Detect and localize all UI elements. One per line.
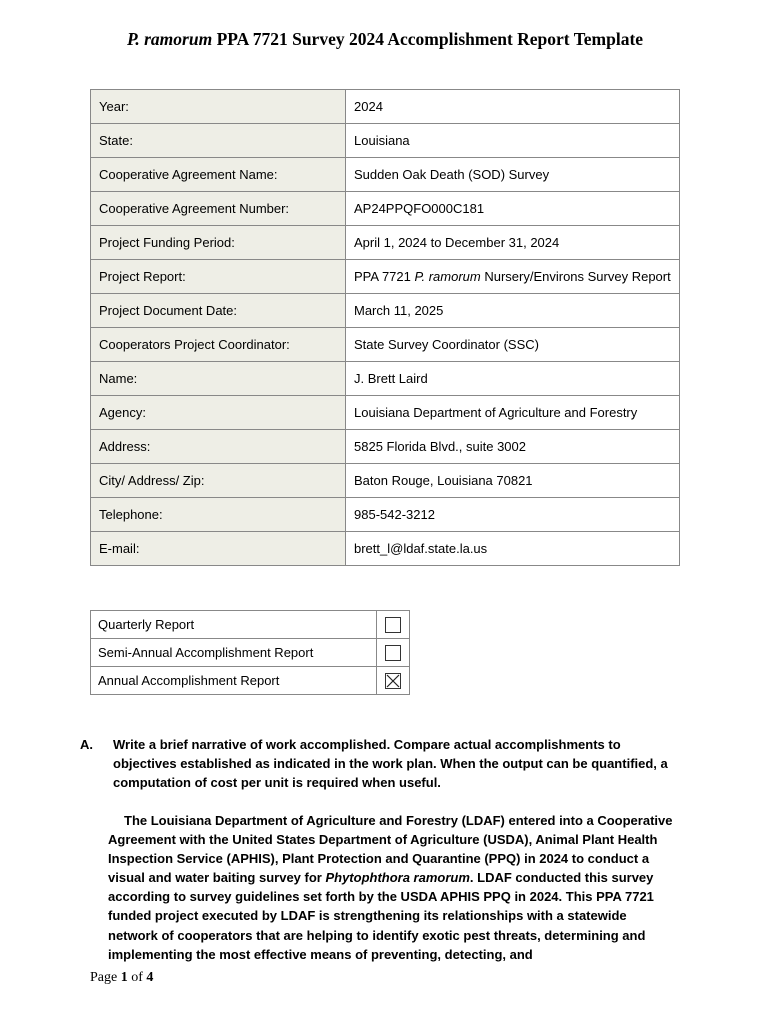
report-type-row (91, 611, 410, 639)
info-value: AP24PPQFO000C181 (346, 192, 680, 226)
info-value: Sudden Oak Death (SOD) Survey (346, 158, 680, 192)
info-label: E-mail: (91, 532, 346, 566)
question-letter: A. (80, 737, 93, 752)
info-value: 2024 (346, 90, 680, 124)
info-row (91, 498, 680, 532)
info-value-italic: P. ramorum (414, 268, 481, 284)
title-italic: P. ramorum (126, 29, 213, 49)
info-row (91, 532, 680, 566)
info-row (91, 158, 680, 192)
info-label: Name: (91, 362, 346, 396)
info-label: Project Report: (91, 260, 346, 294)
info-value: 985-542-3212 (346, 498, 680, 532)
checked-checkbox[interactable] (385, 673, 401, 689)
info-label: Project Funding Period: (91, 226, 346, 260)
info-label: Cooperators Project Coordinator: (91, 328, 346, 362)
info-value (346, 260, 680, 294)
info-value: brett_l@ldaf.state.la.us (346, 532, 680, 566)
narrative-italic: Phytophthora ramorum (325, 870, 470, 886)
info-row (91, 362, 680, 396)
report-type-label: Semi-Annual Accomplishment Report (91, 639, 377, 667)
narrative-part2: . LDAF conducted this survey according to survey guidelines set forth by the USDA APHIS PPQ in 2024. This PPA 7721 funded project executed by LDAF is strengthening its relationships with a statewide network of cooperators that are helping to identify exotic pest threats, determining and implementing the most effective means of preventing, detecting, and (108, 870, 654, 962)
report-type-checkbox-cell (377, 639, 410, 667)
info-row (91, 464, 680, 498)
info-label: Cooperative Agreement Number: (91, 192, 346, 226)
page-footer (90, 970, 153, 986)
info-value: Baton Rouge, Louisiana 70821 (346, 464, 680, 498)
report-type-row (91, 639, 410, 667)
question-a (80, 735, 680, 792)
info-label: Cooperative Agreement Name: (91, 158, 346, 192)
info-row (91, 328, 680, 362)
info-label: Year: (91, 90, 346, 124)
info-value: Louisiana (346, 124, 680, 158)
report-type-table (90, 610, 410, 695)
info-value: Louisiana Department of Agriculture and Forestry (346, 396, 680, 430)
question-text: Write a brief narrative of work accomplished. Compare actual accomplishments to objectives established as indicated in the work plan. When the output can be quantified, a computation of cost per unit is required when useful. (113, 737, 668, 790)
info-value: March 11, 2025 (346, 294, 680, 328)
report-type-label: Annual Accomplishment Report (91, 667, 377, 695)
info-row (91, 90, 680, 124)
empty-checkbox[interactable] (385, 645, 401, 661)
footer-page-total: 4 (146, 970, 154, 985)
narrative-paragraph (108, 811, 680, 964)
info-label: Telephone: (91, 498, 346, 532)
report-type-checkbox-cell (377, 611, 410, 639)
info-value-post: Nursery/Environs Survey Report (480, 268, 671, 284)
footer-page-word: Page (90, 970, 121, 985)
info-row (91, 226, 680, 260)
info-value-pre: PPA 7721 (354, 268, 415, 284)
info-label: City/ Address/ Zip: (91, 464, 346, 498)
x-mark-icon (386, 674, 400, 688)
info-label: State: (91, 124, 346, 158)
report-type-row (91, 667, 410, 695)
empty-checkbox[interactable] (385, 617, 401, 633)
footer-page-number: 1 (120, 970, 128, 985)
info-value: J. Brett Laird (346, 362, 680, 396)
title-rest: PPA 7721 Survey 2024 Accomplishment Report Template (212, 29, 644, 49)
info-label: Agency: (91, 396, 346, 430)
info-table (90, 89, 680, 566)
info-value: 5825 Florida Blvd., suite 3002 (346, 430, 680, 464)
info-row (91, 430, 680, 464)
report-type-label: Quarterly Report (91, 611, 377, 639)
info-label: Address: (91, 430, 346, 464)
narrative-part1: The Louisiana Department of Agriculture and Forestry (LDAF) entered into a Cooperative Agreement with the United States Department of Agriculture (USDA), Animal Plant Health Inspection Service (APHIS), Plant Protection and Quarantine (PPQ) in 2024 to conduct a visual and water baiting survey for (108, 813, 673, 886)
info-row (91, 396, 680, 430)
info-value: April 1, 2024 to December 31, 2024 (346, 226, 680, 260)
page-title (0, 29, 770, 50)
info-row (91, 294, 680, 328)
footer-of-word: of (127, 970, 147, 985)
info-row (91, 192, 680, 226)
info-row (91, 260, 680, 294)
info-label: Project Document Date: (91, 294, 346, 328)
info-value: State Survey Coordinator (SSC) (346, 328, 680, 362)
report-type-checkbox-cell (377, 667, 410, 695)
info-row (91, 124, 680, 158)
